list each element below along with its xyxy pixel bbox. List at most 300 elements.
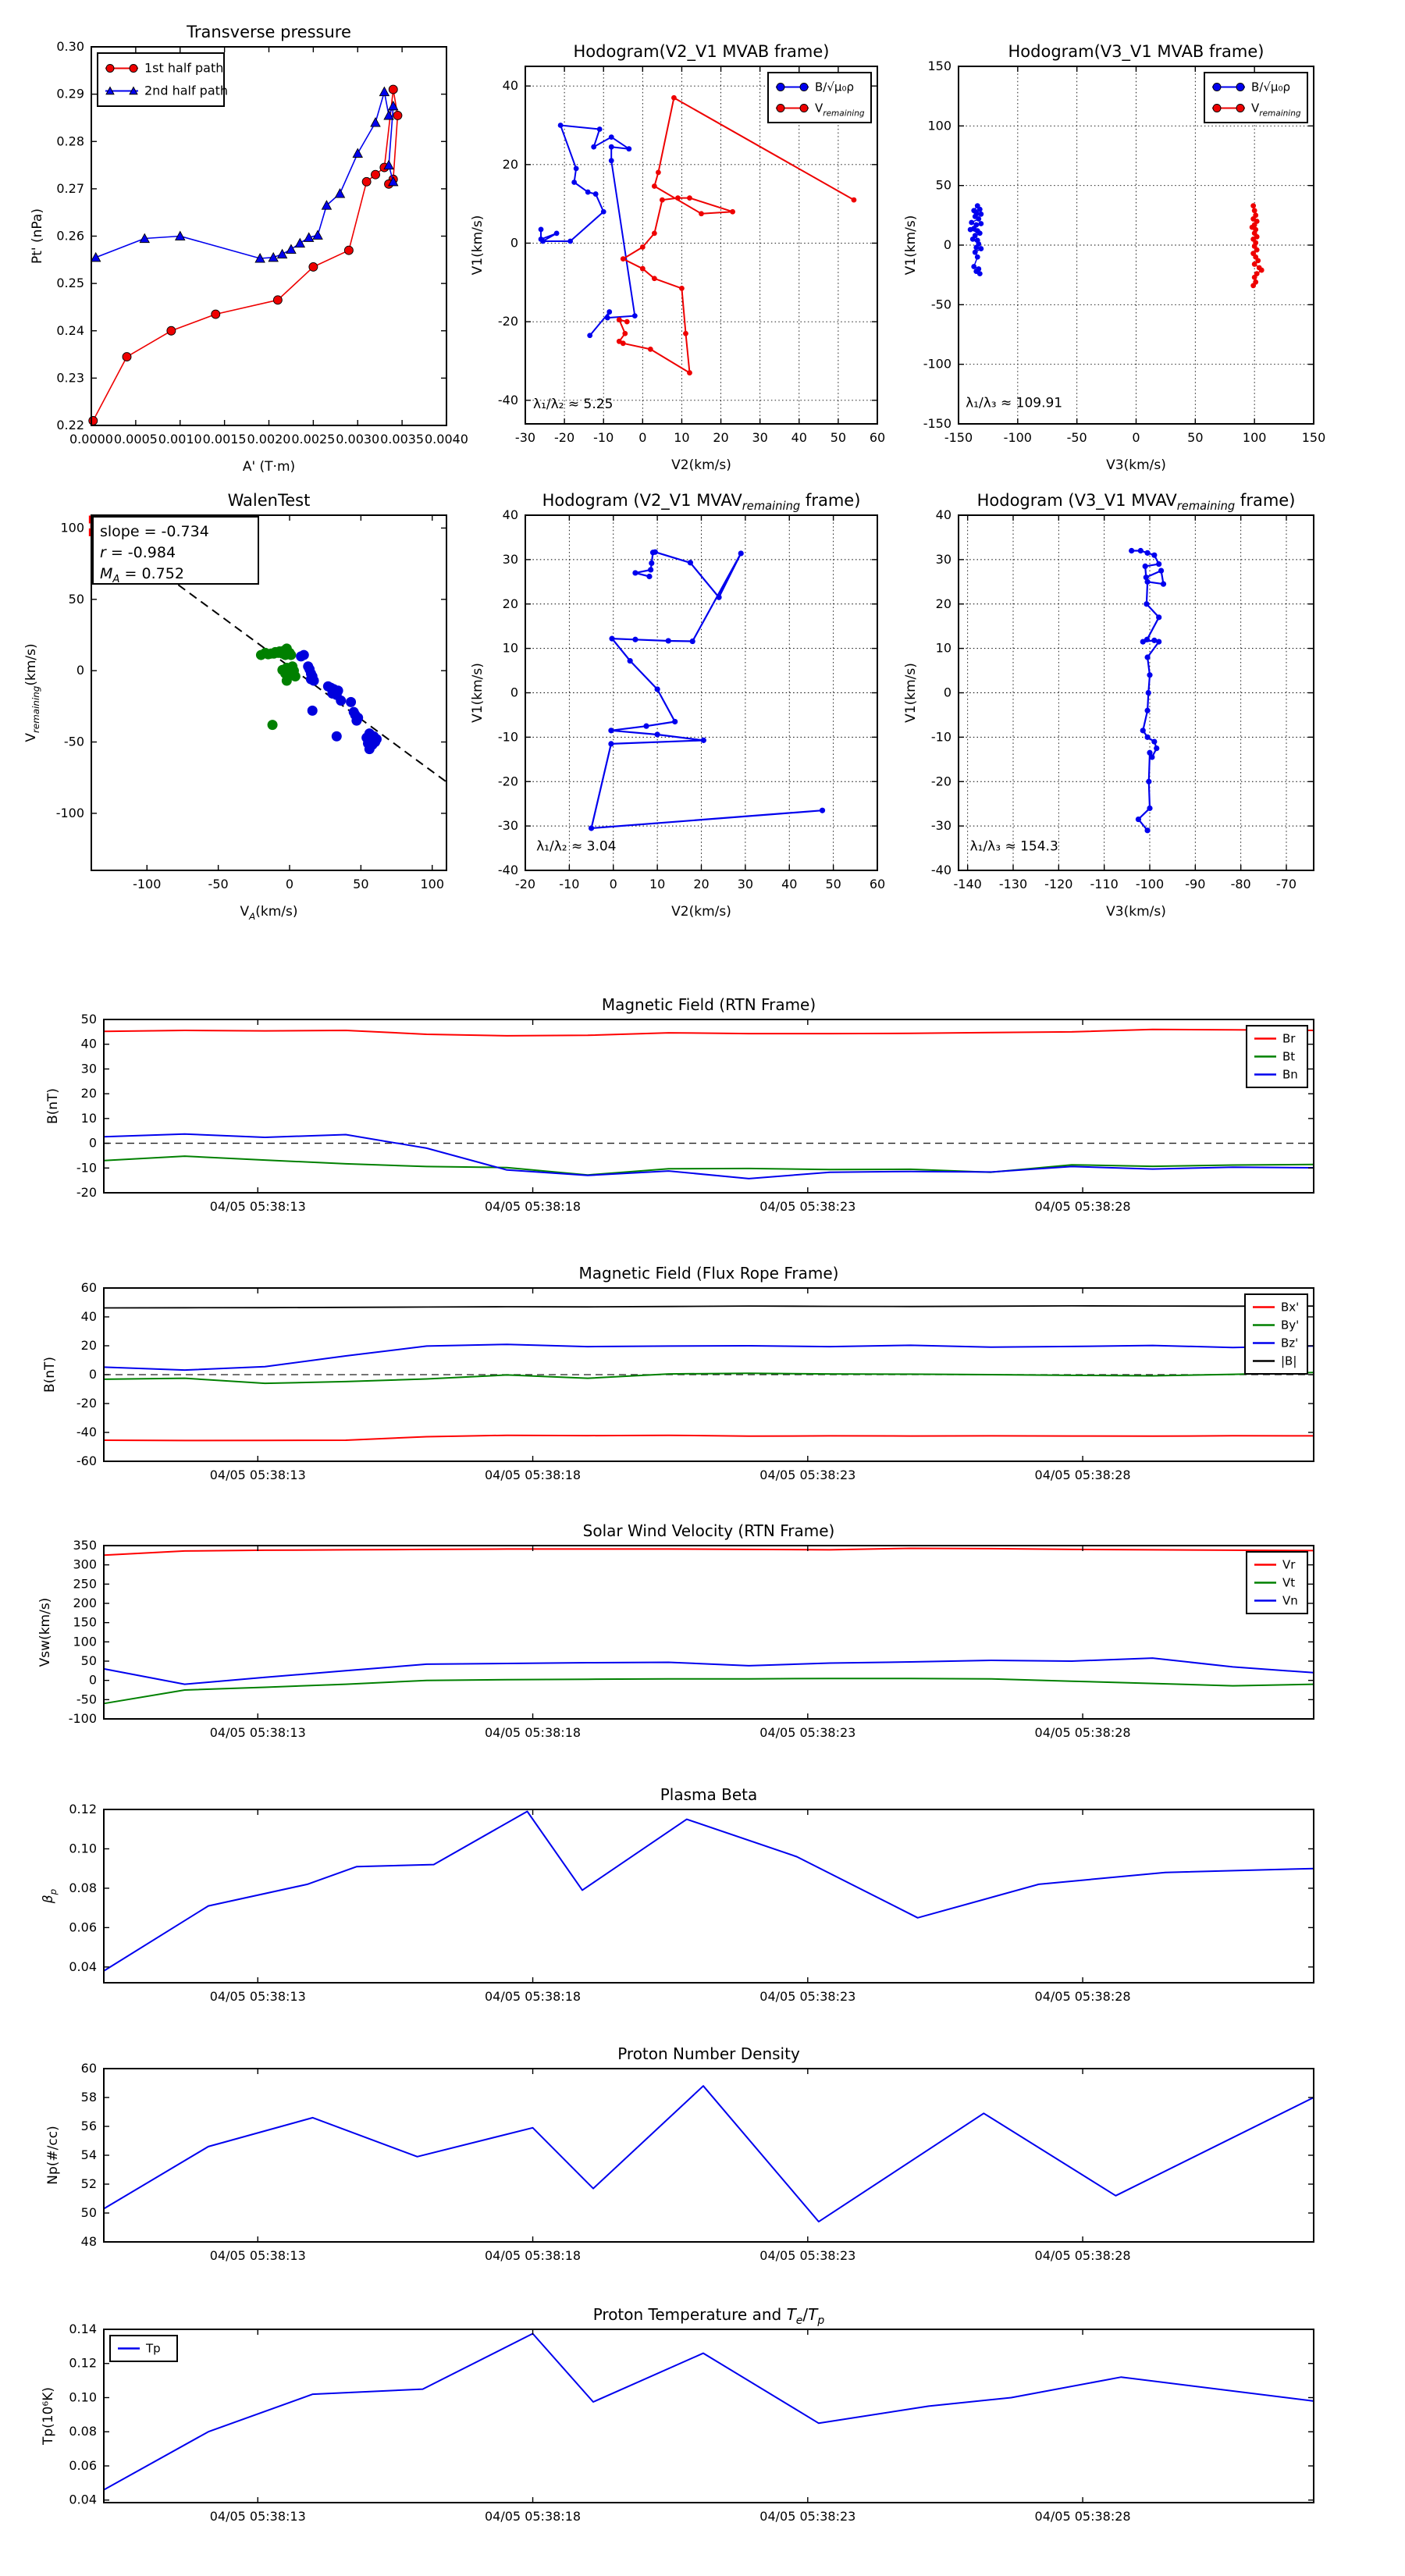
marker-triangle bbox=[313, 230, 322, 239]
x-tick-label bbox=[69, 432, 113, 447]
marker-circle bbox=[309, 262, 318, 271]
y-tick-label bbox=[931, 297, 951, 311]
marker-circle bbox=[1158, 568, 1164, 573]
text-part: V bbox=[23, 732, 39, 742]
y-tick-label bbox=[81, 2147, 97, 2162]
y-tick-label bbox=[73, 1576, 97, 1591]
marker-circle bbox=[1144, 601, 1149, 607]
text-part: Solar Wind Velocity (RTN Frame) bbox=[582, 1521, 835, 1540]
y-tick-label bbox=[498, 818, 518, 833]
text-part: Vr bbox=[1282, 1557, 1296, 1572]
y-tick-label bbox=[56, 418, 84, 432]
marker-circle bbox=[273, 296, 282, 304]
y-axis-label bbox=[903, 215, 919, 276]
series-beta-p bbox=[104, 1812, 1314, 1971]
x-axis-label bbox=[1106, 904, 1166, 920]
marker-circle bbox=[643, 724, 649, 729]
series-tp bbox=[104, 2334, 1314, 2490]
marker-circle bbox=[363, 738, 373, 749]
y-tick-label bbox=[56, 806, 84, 820]
x-tick-label bbox=[638, 430, 646, 445]
y-tick-label bbox=[69, 1959, 97, 1974]
marker-circle bbox=[1144, 654, 1150, 660]
marker-circle bbox=[1252, 208, 1257, 213]
text-part: 10 bbox=[649, 877, 666, 891]
legend-label bbox=[144, 84, 228, 98]
text-part: remaining bbox=[1259, 109, 1301, 119]
y-tick-label bbox=[81, 1280, 97, 1295]
x-tick-label bbox=[944, 430, 973, 445]
marker-circle bbox=[589, 825, 594, 831]
y-tick-label bbox=[69, 1880, 97, 1895]
x-tick-label bbox=[210, 1725, 306, 1740]
marker-circle bbox=[167, 326, 176, 335]
x-tick-label bbox=[738, 877, 753, 891]
text-part: Hodogram (V3_V1 MVAV bbox=[976, 491, 1177, 510]
x-tick-label bbox=[485, 2248, 581, 2263]
y-axis-label bbox=[45, 2126, 61, 2184]
marker-circle bbox=[820, 808, 825, 813]
text-part: 0 bbox=[609, 877, 617, 891]
text-part: 0.06 bbox=[69, 2457, 97, 2473]
text-part: -20 bbox=[514, 877, 536, 891]
text-part: -30 bbox=[930, 818, 951, 834]
marker-circle bbox=[622, 331, 628, 336]
x-tick-label bbox=[515, 430, 535, 445]
marker-circle bbox=[649, 560, 654, 566]
text-part: 0 bbox=[638, 430, 647, 445]
marker-circle bbox=[1252, 275, 1257, 280]
text-part: = -0.984 bbox=[105, 544, 176, 561]
y-tick-label bbox=[936, 641, 951, 656]
text-part: -20 bbox=[76, 1396, 97, 1411]
x-tick-label bbox=[336, 432, 379, 447]
y-axis-label bbox=[41, 1889, 59, 1904]
text-part: 60 bbox=[869, 877, 886, 891]
series-bt bbox=[104, 1156, 1314, 1175]
marker-circle bbox=[1213, 105, 1221, 112]
y-tick-label bbox=[69, 1802, 97, 1816]
x-axis-label bbox=[243, 459, 295, 475]
series-first-half-points bbox=[256, 643, 301, 730]
text-part: Plasma Beta bbox=[660, 1785, 758, 1804]
text-part: 150 bbox=[73, 1614, 97, 1630]
x-tick-label bbox=[610, 877, 617, 891]
x-tick-label bbox=[1185, 877, 1205, 891]
text-part: 0 bbox=[88, 1135, 97, 1151]
y-tick-label bbox=[89, 1136, 97, 1151]
marker-circle bbox=[655, 686, 660, 692]
y-tick-label bbox=[56, 229, 84, 244]
text-part: -10 bbox=[593, 430, 614, 445]
text-part: B(nT) bbox=[42, 1356, 58, 1393]
text-part: 150 bbox=[927, 59, 951, 73]
text-part: 04/05 05:38:18 bbox=[485, 1725, 582, 1740]
series-br bbox=[104, 1030, 1314, 1036]
text-part: 50 bbox=[80, 1653, 97, 1668]
text-part: (km/s) bbox=[23, 643, 39, 686]
panel-walen-test bbox=[23, 491, 446, 922]
y-tick-label bbox=[56, 87, 84, 101]
y-tick-label bbox=[498, 314, 518, 329]
y-tick-label bbox=[76, 1453, 97, 1468]
legend-label bbox=[1282, 1576, 1295, 1590]
text-part: 60 bbox=[869, 430, 886, 445]
text-part: Bz' bbox=[1281, 1336, 1299, 1350]
marker-circle bbox=[777, 84, 784, 91]
text-part: V bbox=[1251, 101, 1260, 116]
y-axis-label bbox=[23, 643, 41, 742]
y-tick-label bbox=[69, 2389, 97, 2404]
series-line bbox=[104, 1658, 1314, 1685]
marker-circle bbox=[1144, 827, 1150, 833]
marker-circle bbox=[730, 209, 735, 215]
marker-circle bbox=[1143, 564, 1148, 569]
text-part: -100 bbox=[68, 1711, 97, 1726]
marker-circle bbox=[1259, 268, 1264, 273]
text-part: Bx' bbox=[1281, 1300, 1300, 1315]
y-tick-label bbox=[69, 2492, 97, 2507]
text-part: -10 bbox=[497, 729, 518, 745]
text-part: By' bbox=[1281, 1318, 1300, 1332]
series-bn bbox=[104, 1134, 1314, 1179]
text-part: 40 bbox=[502, 78, 518, 94]
text-part: -30 bbox=[514, 430, 536, 445]
text-part: Bn bbox=[1282, 1067, 1298, 1082]
y-axis-label bbox=[903, 663, 919, 723]
marker-circle bbox=[655, 731, 660, 737]
text-part: Transverse pressure bbox=[187, 23, 351, 41]
x-tick-label bbox=[999, 877, 1027, 891]
legend bbox=[98, 53, 228, 106]
text-part: 40 bbox=[791, 430, 807, 445]
marker-circle bbox=[672, 719, 678, 724]
y-tick-label bbox=[81, 2061, 97, 2076]
text-part: 100 bbox=[420, 877, 445, 891]
marker-circle bbox=[567, 239, 573, 244]
x-tick-label bbox=[158, 432, 202, 447]
marker-circle bbox=[1252, 262, 1257, 267]
text-part: remaining bbox=[742, 500, 801, 513]
text-part: B/√μ₀ρ bbox=[1251, 80, 1290, 94]
series-line bbox=[104, 1344, 1314, 1370]
y-tick-label bbox=[76, 663, 84, 678]
marker-circle bbox=[650, 550, 656, 555]
series-v-path bbox=[589, 550, 825, 831]
legend-label bbox=[1281, 1354, 1297, 1368]
x-tick-label bbox=[759, 1468, 855, 1482]
x-tick-label bbox=[485, 1725, 581, 1740]
marker-circle bbox=[671, 95, 677, 101]
text-part: 0.22 bbox=[56, 418, 84, 432]
text-part: 04/05 05:38:23 bbox=[759, 1989, 856, 2004]
panel-proton-temperature bbox=[41, 2305, 1314, 2524]
x-tick-label bbox=[1044, 877, 1072, 891]
text-part: 04/05 05:38:28 bbox=[1034, 1989, 1131, 2004]
y-tick-label bbox=[81, 2090, 97, 2105]
text-part: -100 bbox=[1135, 877, 1165, 891]
text-part: 350 bbox=[73, 1538, 97, 1553]
x-axis-label bbox=[671, 904, 731, 920]
marker-circle bbox=[652, 183, 657, 189]
marker-circle bbox=[309, 675, 319, 685]
text-part: 0 bbox=[510, 235, 518, 251]
marker-triangle bbox=[336, 189, 345, 197]
text-part: 0.0035 bbox=[380, 432, 425, 447]
y-tick-label bbox=[923, 357, 951, 372]
text-part: 04/05 05:38:13 bbox=[209, 1468, 306, 1482]
x-tick-label bbox=[1231, 877, 1251, 891]
marker-circle bbox=[1161, 582, 1166, 587]
marker-circle bbox=[609, 636, 614, 642]
marker-circle bbox=[690, 639, 695, 644]
y-tick-label bbox=[60, 520, 84, 535]
y-tick-label bbox=[69, 1711, 97, 1726]
text-part: -70 bbox=[1275, 877, 1297, 891]
y-tick-label bbox=[69, 2424, 97, 2439]
x-tick-label bbox=[133, 877, 161, 891]
text-part: 10 bbox=[80, 1110, 97, 1126]
y-tick-label bbox=[503, 596, 518, 611]
text-part: 50 bbox=[68, 591, 84, 607]
text-part: Br bbox=[1282, 1031, 1296, 1046]
marker-circle bbox=[587, 333, 592, 338]
text-part: V bbox=[240, 904, 250, 920]
marker-circle bbox=[1129, 548, 1134, 553]
x-tick-label bbox=[1132, 430, 1140, 445]
text-part: -100 bbox=[133, 877, 162, 891]
axes-box bbox=[104, 2069, 1314, 2242]
text-part: 100 bbox=[927, 118, 951, 133]
y-tick-label bbox=[931, 729, 951, 744]
y-tick-label bbox=[503, 78, 518, 93]
text-part: Hodogram(V2_V1 MVAB frame) bbox=[573, 42, 830, 61]
legend-label bbox=[145, 2342, 161, 2356]
series-b-magnitude bbox=[104, 1306, 1314, 1308]
text-part: 0 bbox=[943, 237, 951, 252]
panel-plasma-beta bbox=[41, 1785, 1314, 2004]
legend bbox=[768, 73, 871, 123]
series-line bbox=[104, 1134, 1314, 1179]
marker-circle bbox=[1156, 561, 1161, 567]
x-tick-label bbox=[759, 1725, 855, 1740]
text-part: 50 bbox=[830, 430, 847, 445]
y-axis-label bbox=[470, 215, 486, 276]
marker-circle bbox=[609, 144, 614, 150]
marker-circle bbox=[1151, 738, 1157, 744]
text-part: 0.0030 bbox=[336, 432, 380, 447]
text-part: 20 bbox=[502, 596, 518, 611]
text-part: 04/05 05:38:23 bbox=[759, 1725, 856, 1740]
text-part: -50 bbox=[76, 1692, 97, 1707]
text-part: 54 bbox=[80, 2147, 97, 2162]
y-tick-label bbox=[510, 235, 518, 250]
x-axis-label bbox=[240, 904, 297, 922]
text-part: WalenTest bbox=[227, 491, 311, 510]
panel-hodogram-v2v1-mvav bbox=[470, 491, 885, 920]
y-tick-label bbox=[931, 818, 951, 833]
legend bbox=[1247, 1026, 1307, 1087]
text-part: -100 bbox=[55, 805, 84, 820]
marker-circle bbox=[333, 685, 343, 696]
text-part: 300 bbox=[73, 1557, 97, 1572]
x-tick-label bbox=[593, 430, 614, 445]
marker-triangle bbox=[353, 148, 362, 157]
y-tick-label bbox=[927, 59, 951, 73]
text-part: 40 bbox=[80, 1309, 97, 1324]
text-part: r bbox=[100, 544, 106, 561]
x-tick-label bbox=[759, 1989, 855, 2004]
text-part: 150 bbox=[1301, 430, 1326, 445]
text-part: remaining bbox=[1176, 500, 1236, 513]
y-tick-label bbox=[81, 1653, 97, 1668]
marker-circle bbox=[1154, 745, 1159, 751]
y-tick-label bbox=[81, 1086, 97, 1101]
text-part: 0.0010 bbox=[158, 432, 202, 447]
marker-circle bbox=[608, 741, 614, 746]
y-tick-label bbox=[56, 181, 84, 196]
lambda-annotation bbox=[966, 396, 1062, 411]
marker-triangle bbox=[278, 250, 287, 258]
marker-circle bbox=[344, 246, 353, 254]
y-tick-label bbox=[56, 370, 84, 385]
x-tick-label bbox=[1187, 430, 1203, 445]
marker-circle bbox=[609, 158, 614, 163]
panel-magnetic-field-fluxrope bbox=[42, 1264, 1314, 1482]
text-part: 50 bbox=[935, 177, 951, 193]
x-tick-label bbox=[210, 1199, 306, 1214]
legend bbox=[1247, 1552, 1307, 1614]
text-part: 50 bbox=[825, 877, 841, 891]
x-tick-label bbox=[1035, 1468, 1131, 1482]
text-part: |B| bbox=[1281, 1354, 1297, 1368]
y-axis-label bbox=[45, 1088, 61, 1124]
y-tick-label bbox=[81, 1111, 97, 1126]
text-part: β bbox=[41, 1895, 56, 1904]
text-part: 40 bbox=[502, 507, 518, 522]
text-part: 20 bbox=[80, 1086, 97, 1101]
marker-circle bbox=[679, 286, 685, 291]
text-part: A' (T·m) bbox=[242, 459, 296, 475]
marker-circle bbox=[1140, 728, 1146, 733]
marker-circle bbox=[336, 696, 346, 706]
text-part: 04/05 05:38:28 bbox=[1034, 1199, 1131, 1214]
series-line bbox=[592, 552, 823, 828]
text-part: 20 bbox=[935, 596, 951, 611]
text-part: 50 bbox=[1187, 430, 1204, 445]
text-part: 2nd half path bbox=[144, 83, 229, 98]
text-part: 04/05 05:38:28 bbox=[1034, 2509, 1131, 2524]
x-tick-label bbox=[210, 1989, 306, 2004]
text-part: p bbox=[48, 1888, 59, 1895]
text-part: 04/05 05:38:13 bbox=[209, 2248, 306, 2263]
marker-circle bbox=[975, 254, 980, 260]
marker-circle bbox=[660, 197, 665, 203]
y-tick-label bbox=[81, 1037, 97, 1051]
stats-line bbox=[100, 544, 176, 561]
text-part: 10 bbox=[674, 430, 690, 445]
text-part: Bt bbox=[1282, 1049, 1296, 1064]
text-part: Magnetic Field (Flux Rope Frame) bbox=[578, 1264, 839, 1283]
y-tick-label bbox=[503, 157, 518, 172]
y-tick-label bbox=[76, 1160, 97, 1175]
text-part: 0 bbox=[1132, 430, 1140, 445]
y-tick-label bbox=[81, 1061, 97, 1076]
text-part: 0.06 bbox=[69, 1920, 97, 1935]
text-part: 30 bbox=[935, 551, 951, 567]
axes-box bbox=[104, 1019, 1314, 1193]
x-tick-label bbox=[825, 877, 841, 891]
marker-circle bbox=[970, 237, 976, 242]
text-part: -20 bbox=[497, 774, 518, 789]
text-part: 0.0025 bbox=[291, 432, 336, 447]
text-part: 0.0005 bbox=[113, 432, 158, 447]
text-part: = 0.752 bbox=[119, 565, 184, 582]
text-part: Proton Temperature and bbox=[592, 2305, 787, 2324]
y-tick-label bbox=[69, 2458, 97, 2473]
x-tick-label bbox=[210, 2509, 306, 2524]
lambda-annotation bbox=[970, 838, 1058, 854]
text-part: slope = -0.734 bbox=[100, 523, 209, 540]
y-tick-label bbox=[89, 1367, 97, 1382]
marker-circle bbox=[393, 111, 402, 119]
y-tick-label bbox=[81, 2205, 97, 2220]
text-part: e bbox=[795, 2314, 803, 2327]
x-tick-label bbox=[208, 877, 229, 891]
text-part: 1st half path bbox=[144, 60, 224, 76]
marker-circle bbox=[540, 239, 546, 244]
series-line bbox=[104, 1156, 1314, 1175]
text-part: 50 bbox=[80, 1012, 97, 1026]
text-part: -100 bbox=[1003, 430, 1032, 445]
marker-circle bbox=[624, 319, 630, 325]
y-tick-label bbox=[503, 552, 518, 567]
x-tick-label bbox=[485, 2509, 581, 2524]
marker-circle bbox=[332, 731, 342, 742]
x-tick-label bbox=[1035, 2509, 1131, 2524]
text-part: 0.04 bbox=[69, 2492, 97, 2507]
y-tick-label bbox=[73, 1634, 97, 1649]
marker-circle bbox=[591, 144, 596, 150]
marker-circle bbox=[738, 550, 744, 556]
text-part: remaining bbox=[30, 685, 41, 733]
series-second-half-points bbox=[296, 650, 382, 755]
y-tick-label bbox=[56, 276, 84, 290]
y-tick-label bbox=[73, 1538, 97, 1553]
text-part: 20 bbox=[502, 156, 518, 172]
text-part: -50 bbox=[1066, 430, 1087, 445]
marker-circle bbox=[299, 650, 309, 660]
marker-circle bbox=[351, 716, 361, 726]
marker-circle bbox=[646, 574, 652, 579]
y-tick-label bbox=[73, 1615, 97, 1630]
marker-circle bbox=[1236, 84, 1244, 91]
text-part: 52 bbox=[80, 2176, 97, 2191]
x-tick-label bbox=[554, 430, 574, 445]
text-part: frame) bbox=[1235, 491, 1296, 510]
text-part: 0.0000 bbox=[69, 432, 113, 447]
marker-circle bbox=[852, 197, 857, 203]
series-line bbox=[93, 90, 397, 421]
marker-circle bbox=[683, 331, 688, 336]
y-tick-label bbox=[56, 133, 84, 148]
marker-circle bbox=[652, 276, 657, 281]
axes-box bbox=[104, 1809, 1314, 1983]
marker-circle bbox=[648, 567, 653, 572]
marker-triangle bbox=[295, 239, 304, 247]
y-tick-label bbox=[503, 641, 518, 656]
text-part: 0.12 bbox=[69, 2355, 97, 2371]
